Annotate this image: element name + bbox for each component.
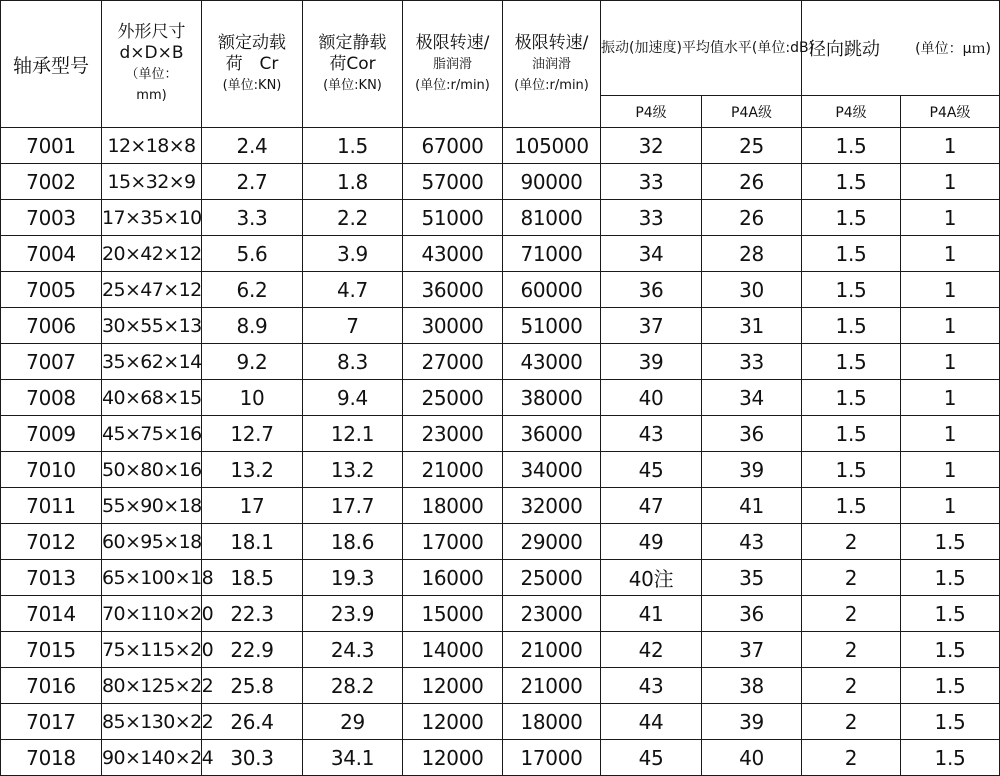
- header-speed-grease-line1: 极限转速/: [415, 32, 490, 53]
- cell-speed-grease: 15000: [403, 596, 503, 632]
- header-dimensions-line1: 外形尺寸: [117, 22, 186, 42]
- table-row: [1, 668, 1000, 704]
- cell-runout-p4: 2: [802, 596, 901, 632]
- cell-static-load: 12.1: [303, 416, 403, 452]
- cell-model: 7004: [1, 236, 102, 272]
- cell-runout-p4a: 1: [901, 488, 1000, 524]
- table-row: [1, 308, 1000, 344]
- cell-dimensions: 50×80×16: [102, 452, 202, 488]
- cell-vibration-p4: 39: [601, 344, 702, 380]
- cell-speed-oil: 21000: [503, 668, 601, 704]
- cell-dynamic-load: 22.9: [202, 632, 303, 668]
- cell-model: 7010: [1, 452, 102, 488]
- table-row: [1, 200, 1000, 236]
- cell-model: 7015: [1, 632, 102, 668]
- cell-dynamic-load: 17: [202, 488, 303, 524]
- cell-speed-grease: 17000: [403, 524, 503, 560]
- table-row: [1, 452, 1000, 488]
- cell-speed-grease: 12000: [403, 668, 503, 704]
- cell-dimensions: 30×55×13: [102, 308, 202, 344]
- cell-static-load: 3.9: [303, 236, 403, 272]
- cell-dimensions: 75×115×20: [102, 632, 202, 668]
- cell-speed-oil: 21000: [503, 632, 601, 668]
- cell-dynamic-load: 8.9: [202, 308, 303, 344]
- cell-dynamic-load: 25.8: [202, 668, 303, 704]
- cell-model: 7013: [1, 560, 102, 596]
- header-speed-grease-unit: (单位:r/min): [415, 77, 490, 93]
- cell-runout-p4: 1.5: [802, 380, 901, 416]
- cell-runout-p4a: 1.5: [901, 668, 1000, 704]
- cell-vibration-p4: 43: [601, 668, 702, 704]
- cell-speed-grease: 21000: [403, 452, 503, 488]
- header-row: [1, 1, 1000, 96]
- cell-static-load: 1.5: [303, 128, 403, 164]
- cell-speed-grease: 12000: [403, 704, 503, 740]
- cell-speed-grease: 30000: [403, 308, 503, 344]
- cell-vibration-p4a: 33: [702, 344, 802, 380]
- header-dynamic-line2: 荷 Cr: [225, 53, 279, 74]
- cell-vibration-p4a: 28: [702, 236, 802, 272]
- cell-runout-p4a: 1: [901, 452, 1000, 488]
- cell-vibration-p4a: 40: [702, 740, 802, 776]
- cell-dynamic-load: 12.7: [202, 416, 303, 452]
- cell-vibration-p4: 49: [601, 524, 702, 560]
- cell-runout-p4a: 1: [901, 272, 1000, 308]
- table-row: [1, 632, 1000, 668]
- cell-vibration-p4: 37: [601, 308, 702, 344]
- cell-static-load: 8.3: [303, 344, 403, 380]
- header-static-unit: (单位:KN): [323, 77, 382, 93]
- cell-runout-p4: 2: [802, 560, 901, 596]
- subheader-vibration-p4: P4级: [601, 96, 702, 128]
- cell-speed-oil: 34000: [503, 452, 601, 488]
- cell-dynamic-load: 10: [202, 380, 303, 416]
- cell-vibration-p4a: 36: [702, 416, 802, 452]
- header-dimensions-line2: d×D×B: [119, 43, 184, 63]
- cell-model: 7002: [1, 164, 102, 200]
- cell-vibration-p4: 44: [601, 704, 702, 740]
- cell-runout-p4: 2: [802, 632, 901, 668]
- header-static-line2: 荷Cor: [329, 53, 376, 74]
- cell-vibration-p4a: 35: [702, 560, 802, 596]
- cell-vibration-p4a: 26: [702, 200, 802, 236]
- table-row: [1, 524, 1000, 560]
- cell-vibration-p4: 42: [601, 632, 702, 668]
- cell-speed-grease: 12000: [403, 740, 503, 776]
- header-dimensions-line3: （单位：: [125, 67, 178, 82]
- cell-dimensions: 12×18×8: [102, 128, 202, 164]
- cell-static-load: 28.2: [303, 668, 403, 704]
- table-body: [1, 128, 1000, 776]
- header-speed-grease-line2: 脂润滑: [432, 56, 472, 72]
- cell-speed-oil: 18000: [503, 704, 601, 740]
- cell-model: 7012: [1, 524, 102, 560]
- cell-dimensions: 40×68×15: [102, 380, 202, 416]
- cell-vibration-p4: 33: [601, 164, 702, 200]
- table-row: [1, 128, 1000, 164]
- table-row: [1, 416, 1000, 452]
- cell-static-load: 24.3: [303, 632, 403, 668]
- cell-model: 7009: [1, 416, 102, 452]
- subheader-runout-p4: P4级: [802, 96, 901, 128]
- cell-dynamic-load: 30.3: [202, 740, 303, 776]
- cell-runout-p4a: 1: [901, 200, 1000, 236]
- cell-static-load: 17.7: [303, 488, 403, 524]
- cell-dimensions: 15×32×9: [102, 164, 202, 200]
- cell-vibration-p4a: 39: [702, 704, 802, 740]
- cell-speed-oil: 36000: [503, 416, 601, 452]
- table-row: [1, 272, 1000, 308]
- cell-speed-grease: 16000: [403, 560, 503, 596]
- cell-model: 7005: [1, 272, 102, 308]
- cell-runout-p4a: 1.5: [901, 632, 1000, 668]
- cell-speed-oil: 105000: [503, 128, 601, 164]
- cell-model: 7001: [1, 128, 102, 164]
- cell-vibration-p4a: 30: [702, 272, 802, 308]
- cell-runout-p4: 1.5: [802, 488, 901, 524]
- cell-vibration-p4a: 43: [702, 524, 802, 560]
- cell-runout-p4a: 1.5: [901, 524, 1000, 560]
- cell-speed-oil: 32000: [503, 488, 601, 524]
- cell-dynamic-load: 3.3: [202, 200, 303, 236]
- cell-runout-p4a: 1.5: [901, 704, 1000, 740]
- header-speed-oil-line1: 极限转速/: [514, 32, 589, 53]
- cell-model: 7014: [1, 596, 102, 632]
- cell-static-load: 34.1: [303, 740, 403, 776]
- cell-model: 7011: [1, 488, 102, 524]
- table-row: [1, 164, 1000, 200]
- cell-dimensions: 65×100×18: [102, 560, 202, 596]
- cell-static-load: 2.2: [303, 200, 403, 236]
- cell-speed-oil: 17000: [503, 740, 601, 776]
- cell-runout-p4: 2: [802, 704, 901, 740]
- cell-vibration-p4: 43: [601, 416, 702, 452]
- cell-vibration-p4: 45: [601, 740, 702, 776]
- cell-model: 7017: [1, 704, 102, 740]
- cell-runout-p4a: 1: [901, 308, 1000, 344]
- header-model: 轴承型号: [1, 1, 102, 128]
- cell-static-load: 7: [303, 308, 403, 344]
- table-row: [1, 560, 1000, 596]
- cell-speed-grease: 18000: [403, 488, 503, 524]
- cell-model: 7007: [1, 344, 102, 380]
- cell-runout-p4: 1.5: [802, 344, 901, 380]
- cell-runout-p4: 1.5: [802, 164, 901, 200]
- cell-speed-oil: 25000: [503, 560, 601, 596]
- cell-runout-p4a: 1.5: [901, 596, 1000, 632]
- cell-dimensions: 60×95×18: [102, 524, 202, 560]
- cell-runout-p4a: 1: [901, 380, 1000, 416]
- cell-vibration-p4a: 31: [702, 308, 802, 344]
- cell-vibration-p4a: 41: [702, 488, 802, 524]
- cell-dimensions: 55×90×18: [102, 488, 202, 524]
- cell-dimensions: 17×35×10: [102, 200, 202, 236]
- cell-vibration-p4: 40: [601, 380, 702, 416]
- cell-model: 7003: [1, 200, 102, 236]
- cell-speed-grease: 23000: [403, 416, 503, 452]
- table-row: [1, 488, 1000, 524]
- cell-vibration-p4a: 25: [702, 128, 802, 164]
- cell-vibration-p4a: 34: [702, 380, 802, 416]
- cell-speed-oil: 71000: [503, 236, 601, 272]
- cell-static-load: 29: [303, 704, 403, 740]
- cell-runout-p4a: 1.5: [901, 740, 1000, 776]
- cell-vibration-p4a: 39: [702, 452, 802, 488]
- cell-dimensions: 90×140×24: [102, 740, 202, 776]
- cell-model: 7016: [1, 668, 102, 704]
- cell-vibration-p4a: 38: [702, 668, 802, 704]
- cell-runout-p4a: 1: [901, 164, 1000, 200]
- cell-dynamic-load: 22.3: [202, 596, 303, 632]
- table-row: [1, 740, 1000, 776]
- header-vibration: 振动(加速度)平均值水平(单位:dB): [601, 1, 802, 96]
- cell-static-load: 4.7: [303, 272, 403, 308]
- cell-speed-grease: 25000: [403, 380, 503, 416]
- cell-vibration-p4a: 37: [702, 632, 802, 668]
- cell-static-load: 19.3: [303, 560, 403, 596]
- cell-static-load: 18.6: [303, 524, 403, 560]
- header-dynamic-load: [202, 1, 303, 128]
- cell-dynamic-load: 5.6: [202, 236, 303, 272]
- cell-static-load: 1.8: [303, 164, 403, 200]
- cell-dimensions: 80×125×22: [102, 668, 202, 704]
- cell-runout-p4: 1.5: [802, 452, 901, 488]
- cell-runout-p4: 1.5: [802, 272, 901, 308]
- cell-model: 7008: [1, 380, 102, 416]
- header-runout-unit: (单位：μｍ): [915, 41, 991, 57]
- header-dimensions-line4: mm): [136, 88, 167, 103]
- cell-runout-p4: 1.5: [802, 200, 901, 236]
- header-speed-oil-line2: 油润滑: [531, 56, 571, 72]
- cell-static-load: 13.2: [303, 452, 403, 488]
- cell-runout-p4a: 1.5: [901, 560, 1000, 596]
- table-row: [1, 380, 1000, 416]
- table-row: [1, 596, 1000, 632]
- cell-vibration-p4a: 36: [702, 596, 802, 632]
- cell-dimensions: 25×47×12: [102, 272, 202, 308]
- cell-vibration-p4: 34: [601, 236, 702, 272]
- cell-static-load: 23.9: [303, 596, 403, 632]
- header-runout: [802, 1, 1000, 96]
- cell-dimensions: 45×75×16: [102, 416, 202, 452]
- header-dynamic-line1: 额定动载: [218, 32, 286, 53]
- cell-dynamic-load: 6.2: [202, 272, 303, 308]
- cell-vibration-p4a: 26: [702, 164, 802, 200]
- cell-dynamic-load: 2.7: [202, 164, 303, 200]
- cell-runout-p4a: 1: [901, 416, 1000, 452]
- cell-vibration-p4: 47: [601, 488, 702, 524]
- cell-speed-grease: 43000: [403, 236, 503, 272]
- cell-speed-oil: 29000: [503, 524, 601, 560]
- cell-runout-p4a: 1: [901, 128, 1000, 164]
- cell-speed-grease: 14000: [403, 632, 503, 668]
- cell-speed-grease: 36000: [403, 272, 503, 308]
- cell-vibration-p4: 33: [601, 200, 702, 236]
- cell-runout-p4a: 1: [901, 236, 1000, 272]
- cell-dimensions: 85×130×22: [102, 704, 202, 740]
- header-static-load: [303, 1, 403, 128]
- subheader-runout-p4a: P4A级: [901, 96, 1000, 128]
- header-dynamic-unit: (单位:KN): [222, 77, 282, 93]
- cell-runout-p4a: 1: [901, 344, 1000, 380]
- cell-dynamic-load: 13.2: [202, 452, 303, 488]
- cell-model: 7006: [1, 308, 102, 344]
- cell-runout-p4: 1.5: [802, 308, 901, 344]
- cell-speed-oil: 81000: [503, 200, 601, 236]
- cell-runout-p4: 1.5: [802, 128, 901, 164]
- cell-speed-oil: 60000: [503, 272, 601, 308]
- header-speed-oil: [503, 1, 601, 128]
- cell-dimensions: 35×62×14: [102, 344, 202, 380]
- cell-model: 7018: [1, 740, 102, 776]
- cell-dimensions: 20×42×12: [102, 236, 202, 272]
- cell-runout-p4: 2: [802, 524, 901, 560]
- cell-vibration-p4: 32: [601, 128, 702, 164]
- cell-vibration-p4: 45: [601, 452, 702, 488]
- cell-dynamic-load: 26.4: [202, 704, 303, 740]
- cell-speed-oil: 38000: [503, 380, 601, 416]
- cell-speed-oil: 51000: [503, 308, 601, 344]
- table-row: [1, 704, 1000, 740]
- cell-speed-grease: 51000: [403, 200, 503, 236]
- cell-speed-grease: 67000: [403, 128, 503, 164]
- cell-speed-grease: 57000: [403, 164, 503, 200]
- cell-runout-p4: 2: [802, 668, 901, 704]
- cell-speed-oil: 43000: [503, 344, 601, 380]
- cell-vibration-p4: 36: [601, 272, 702, 308]
- table-row: [1, 344, 1000, 380]
- header-speed-grease: [403, 1, 503, 128]
- header-runout-title: 径向跳动: [808, 39, 880, 60]
- cell-vibration-p4: 41: [601, 596, 702, 632]
- cell-dynamic-load: 18.1: [202, 524, 303, 560]
- header-speed-oil-unit: (单位:r/min): [514, 77, 589, 93]
- header-dimensions: [102, 1, 202, 128]
- cell-runout-p4: 2: [802, 740, 901, 776]
- table-row: [1, 236, 1000, 272]
- cell-speed-oil: 90000: [503, 164, 601, 200]
- cell-dimensions: 70×110×20: [102, 596, 202, 632]
- cell-dynamic-load: 18.5: [202, 560, 303, 596]
- cell-runout-p4: 1.5: [802, 416, 901, 452]
- cell-static-load: 9.4: [303, 380, 403, 416]
- header-static-line1: 额定静载: [318, 32, 387, 53]
- cell-speed-oil: 23000: [503, 596, 601, 632]
- cell-vibration-p4: 40注: [601, 560, 702, 596]
- cell-runout-p4: 1.5: [802, 236, 901, 272]
- subheader-vibration-p4a: P4A级: [702, 96, 802, 128]
- cell-dynamic-load: 9.2: [202, 344, 303, 380]
- cell-dynamic-load: 2.4: [202, 128, 303, 164]
- cell-speed-grease: 27000: [403, 344, 503, 380]
